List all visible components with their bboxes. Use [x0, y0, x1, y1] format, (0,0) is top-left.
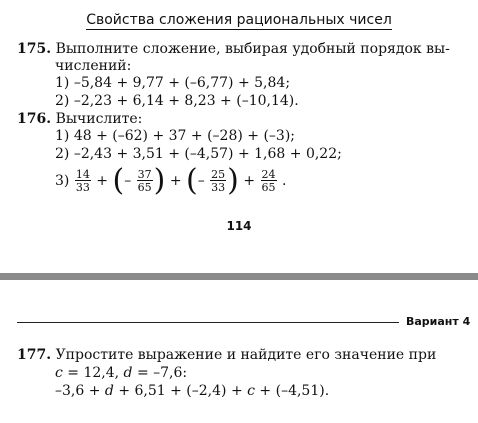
problem-176-number: 176.: [17, 111, 52, 127]
variant-rule: [17, 322, 399, 323]
fraction-1-denominator: 33: [75, 181, 90, 194]
close-paren-2: ): [227, 163, 239, 198]
fraction-3-numerator: 25: [211, 168, 226, 181]
problem-175-item-2: 2) –2,23 + 6,14 + 8,23 + (–10,14).: [55, 93, 299, 109]
problem-177-conditions: [55, 365, 187, 381]
variant-label: Вариант 4: [406, 315, 471, 328]
problem-175-text-2: числений:: [55, 58, 132, 74]
minus-sign-3: –: [197, 173, 205, 189]
problem-176-item-1: 1) 48 + (–62) + 37 + (–28) + (–3);: [55, 128, 295, 144]
problem-175-text-1: Выполните сложение, выбирая удобный порядок вы-: [55, 41, 450, 57]
page-number: 114: [226, 219, 252, 233]
fraction-2-denominator: 65: [137, 181, 152, 194]
minus-sign-2: –: [124, 173, 132, 189]
section-title-text: Свойства сложения рациональных чисел: [86, 12, 392, 28]
expr-var-d: d: [104, 383, 114, 399]
problem-176-item-2: 2) –2,43 + 3,51 + (–4,57) + 1,68 + 0,22;: [55, 146, 342, 162]
page-divider-band: [0, 273, 478, 280]
problem-177-expression: [55, 383, 329, 399]
problem-177-line-1: [17, 347, 436, 363]
fraction-3-denominator: 33: [211, 181, 226, 194]
problem-175-item-1: 1) –5,84 + 9,77 + (–6,77) + 5,84;: [55, 75, 291, 91]
plus-sign-1: +: [96, 173, 109, 189]
d-value: = –7,6:: [132, 365, 188, 381]
expr-part-a: –3,6 +: [55, 383, 105, 399]
fraction-2: [137, 169, 153, 193]
expr-part-e: + (–4,51).: [254, 383, 330, 399]
fraction-1: [75, 169, 91, 193]
item-3-label: 3): [55, 173, 70, 189]
section-title: [0, 12, 478, 28]
plus-sign-3: +: [243, 173, 256, 189]
var-d: d: [123, 365, 133, 381]
problem-175-number: 175.: [17, 41, 52, 57]
fraction-2-numerator: 37: [137, 168, 152, 181]
problem-175-line-1: [17, 41, 450, 57]
problem-177-text-1: Упростите выражение и найдите его значение при: [55, 347, 437, 363]
problem-176-text: Вычислите:: [55, 111, 143, 127]
problem-177-number: 177.: [17, 347, 52, 363]
problem-176-line-1: [17, 111, 142, 127]
close-paren-1: ): [153, 163, 166, 198]
fraction-3: [210, 169, 226, 193]
fraction-4-numerator: 24: [261, 168, 276, 181]
expr-part-b: + 6,51 + (–2,4) +: [113, 383, 248, 399]
open-paren-2: (: [186, 163, 198, 198]
fraction-4-denominator: 65: [261, 181, 276, 194]
open-paren-1: (: [112, 163, 125, 198]
fraction-4: [261, 169, 277, 193]
plus-sign-2: +: [169, 173, 182, 189]
problem-176-item-3: [55, 163, 287, 198]
expr-var-c: c: [247, 383, 255, 399]
var-c: c: [55, 365, 63, 381]
end-period: .: [281, 173, 287, 189]
fraction-1-numerator: 14: [75, 168, 90, 181]
c-value: = 12,4,: [62, 365, 124, 381]
